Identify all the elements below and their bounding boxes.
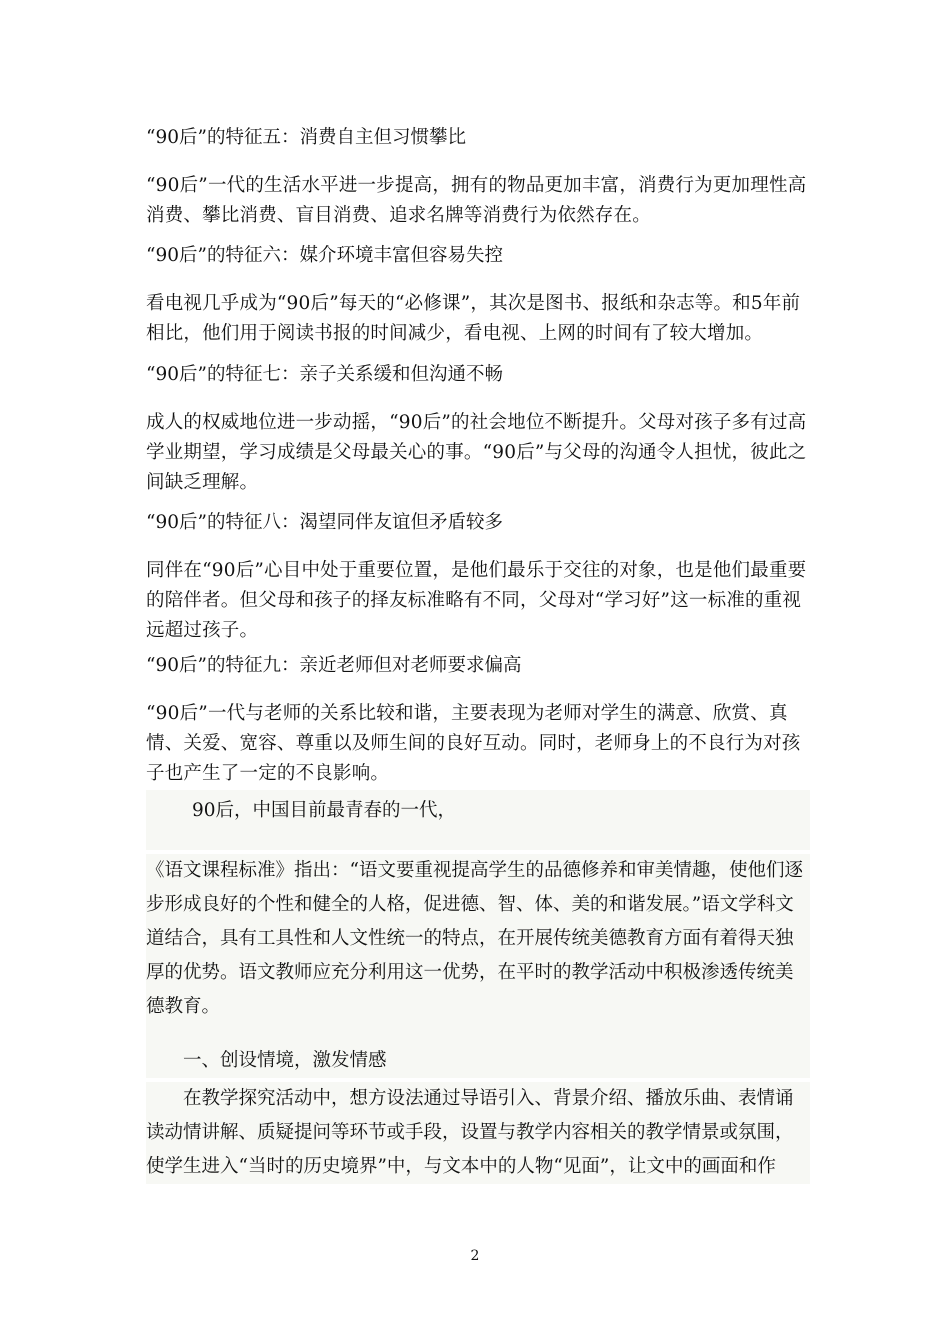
section-body-5: “90后”一代的生活水平进一步提高，拥有的物品更加丰富，消费行为更加理性高消费、攀比消费、盲目消费、追求名牌等消费行为依然存在。 [146,175,807,226]
section-body-8: 同伴在“90后”心目中处于重要位置，是他们最乐于交往的对象，也是他们最重要的陪伴者。但父母和孩子的择友标准略有不同，父母对“学习好”这一标准的重视远超过孩子。 [146,560,807,641]
section-heading-7: “90后”的特征七：亲子关系缓和但沟通不畅 [146,364,503,385]
banner-text: 90后，中国目前最青春的一代， [192,800,457,821]
page-number: 2 [470,1248,480,1264]
subheading: 一、创设情境，激发情感 [146,1044,810,1078]
highlight-banner [146,790,810,850]
section-heading-6: “90后”的特征六：媒介环境丰富但容易失控 [146,245,503,266]
section-body-9: “90后”一代与老师的关系比较和谐，主要表现为老师对学生的满意、欣赏、真情、关爱、宽容、尊重以及师生间的良好互动。同时，老师身上的不良行为对孩子也产生了一定的不良影响。 [146,703,801,784]
section-body-6: 看电视几乎成为“90后”每天的“必修课”，其次是图书、报纸和杂志等。和5年前相比，他们用于阅读书报的时间减少，看电视、上网的时间有了较大增加。 [146,293,801,344]
section-heading-9: “90后”的特征九：亲近老师但对老师要求偏高 [146,655,522,676]
section-body-7: 成人的权威地位进一步动摇，“90后”的社会地位不断提升。父母对孩子多有过高学业期望，学习成绩是父母最关心的事。“90后”与父母的沟通令人担忧，彼此之间缺乏理解。 [146,412,807,493]
section-heading-5: “90后”的特征五：消费自主但习惯攀比 [146,127,466,148]
section-heading-8: “90后”的特征八：渴望同伴友谊但矛盾较多 [146,512,503,533]
intro-paragraph: 《语文课程标准》指出：“语文要重视提高学生的品德修养和审美情趣，使他们逐步形成良好的个性和健全的人格，促进德、智、体、美的和谐发展。”语文学科文道结合，具有工具性和人文性统一的特点，在开展传统美德教育方面有着得天独厚的优势。语文教师应充分利用这一优势，在平时的教学活动中积极渗透传统美德教育。 [146,854,810,1044]
body-paragraph: 在教学探究活动中，想方设法通过导语引入、背景介绍、播放乐曲、表情诵读动情讲解、质疑提问等环节或手段，设置与教学内容相关的教学情景或氛围，使学生进入“当时的历史境界”中，与文本中的人物“见面”，让文中的画面和作 [146,1082,810,1184]
